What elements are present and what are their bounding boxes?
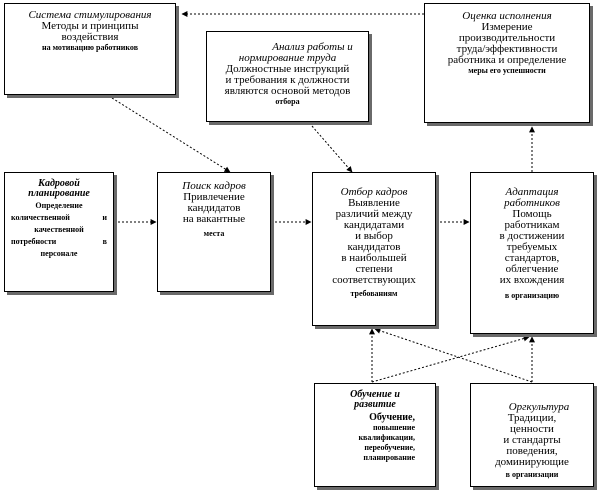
- training-title: Обучение и: [350, 389, 400, 400]
- training-line: планирование: [363, 453, 415, 462]
- hr-planning-box: [4, 172, 114, 292]
- analysis-line: и требования к должности: [225, 74, 350, 86]
- training-title: развитие: [354, 399, 396, 410]
- arrow-training-to-adaptation: [372, 337, 529, 382]
- stimulation-system-box: [4, 3, 176, 95]
- analysis-title: нормирование труда: [238, 52, 337, 64]
- search-line: Привлечение: [183, 191, 245, 203]
- selection-line: соответствующих: [332, 274, 416, 286]
- evaluation-line: производительности: [458, 32, 556, 44]
- evaluation-line: Измерение: [481, 21, 533, 33]
- org-culture-box: [470, 383, 594, 487]
- selection-line: степени: [355, 263, 393, 275]
- selection-line: кандидатов: [347, 241, 401, 253]
- planning-line: потребности в: [11, 237, 107, 246]
- adaptation-box: [470, 172, 594, 334]
- selection-line: в наибольшей: [341, 252, 407, 264]
- stimulation-line: Методы и принципы: [41, 20, 139, 32]
- adaptation-line: облегчение: [505, 263, 559, 275]
- adaptation-line: работникам: [504, 219, 560, 231]
- culture-line: поведения,: [506, 445, 558, 457]
- adaptation-line: стандартов,: [504, 252, 560, 264]
- culture-line: и стандарты: [503, 434, 561, 446]
- adaptation-line: в организацию: [504, 291, 560, 300]
- selection-line: Выявление: [348, 197, 400, 209]
- evaluation-line: меры его успешности: [468, 66, 546, 75]
- planning-line: количественной и: [11, 213, 107, 222]
- evaluation-title: Оценка исполнения: [462, 10, 552, 22]
- planning-line: персонале: [40, 249, 78, 258]
- search-line: места: [203, 229, 225, 238]
- stimulation-title: Система стимулирования: [28, 9, 152, 21]
- culture-line: в организации: [505, 470, 559, 479]
- search-line: кандидатов: [187, 202, 241, 214]
- planning-line: Определение: [35, 201, 83, 210]
- analysis-title: Анализ работы и: [272, 41, 353, 53]
- selection-line: кандидатами: [343, 219, 405, 231]
- selection-line: различий между: [335, 208, 413, 220]
- adaptation-line: в достижении: [499, 230, 565, 242]
- adaptation-title: работников: [504, 197, 560, 209]
- analysis-line: являются основой методов: [224, 85, 351, 97]
- planning-line: качественной: [34, 225, 84, 234]
- training-box: [314, 383, 436, 487]
- adaptation-line: требуемых: [506, 241, 558, 253]
- performance-evaluation-box: [424, 3, 590, 123]
- arrow-analysis-to-selection: [312, 126, 352, 172]
- training-line: квалификации,: [358, 433, 415, 442]
- training-line: Обучение,: [369, 412, 415, 423]
- search-title: Поиск кадров: [182, 180, 246, 192]
- selection-box: [312, 172, 436, 326]
- planning-title: Кадровой: [38, 178, 80, 189]
- stimulation-line: воздействия: [61, 31, 119, 43]
- selection-line: и выбор: [355, 230, 393, 242]
- culture-line: доминирующие: [495, 456, 569, 468]
- adaptation-title: Адаптация: [505, 186, 559, 198]
- search-line: на вакантные: [182, 213, 246, 225]
- training-line: повышение: [372, 423, 415, 432]
- adaptation-line: Помощь: [512, 208, 552, 220]
- culture-line: Традиции,: [507, 412, 557, 424]
- culture-title: Оргкультура: [508, 401, 570, 413]
- stimulation-line: на мотивацию работников: [41, 43, 139, 52]
- job-analysis-box: [206, 31, 369, 122]
- selection-line: требованиям: [350, 289, 398, 298]
- recruiting-box: [157, 172, 271, 292]
- evaluation-line: труда/эффективности: [456, 43, 558, 55]
- training-line: переобучение,: [364, 443, 415, 452]
- analysis-line: отбора: [275, 97, 300, 106]
- adaptation-line: их вхождения: [499, 274, 565, 286]
- evaluation-line: работника и определение: [447, 54, 567, 66]
- arrow-culture-to-selection: [375, 329, 532, 382]
- culture-line: ценности: [510, 423, 554, 435]
- analysis-line: Должностные инструкций: [225, 63, 350, 75]
- selection-title: Отбор кадров: [340, 186, 408, 198]
- planning-title: планирование: [28, 188, 90, 199]
